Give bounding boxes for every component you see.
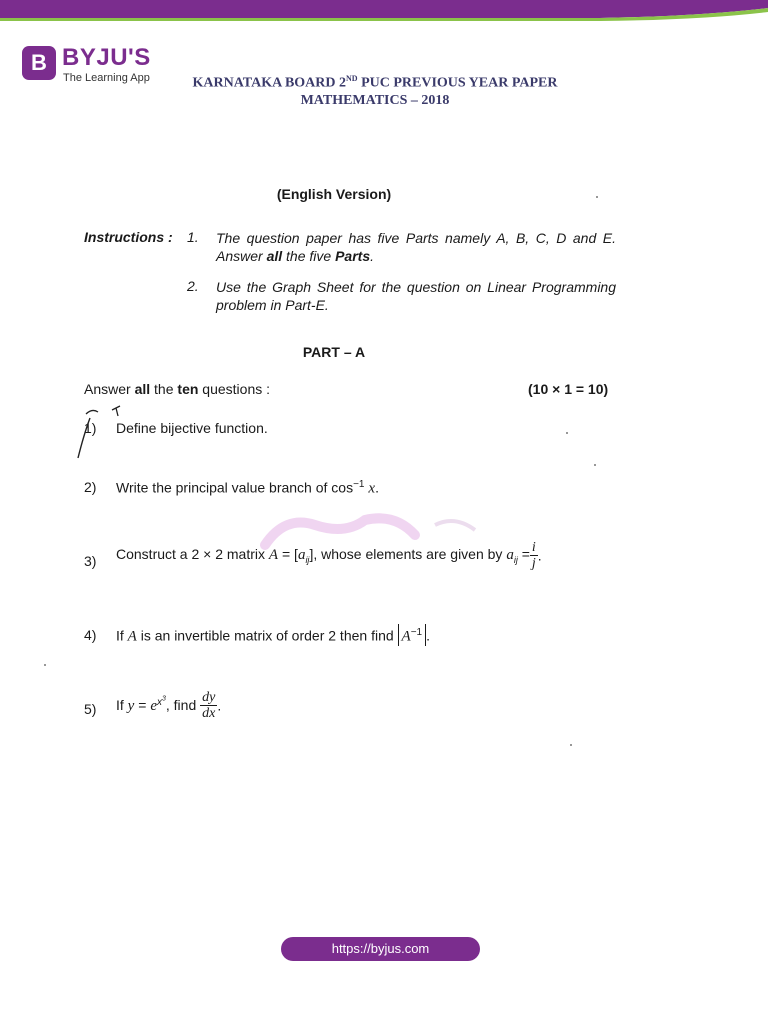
instructions-label: Instructions : (84, 229, 173, 245)
marks-allocation: (10 × 1 = 10) (528, 381, 609, 397)
logo-mark-icon: B (22, 46, 56, 80)
header-line-2: MATHEMATICS – 2018 (300, 92, 450, 108)
logo-name: BYJU'S (62, 44, 151, 71)
instruction-item-1: The question paper has five Parts namely A, B, C, D and E. Answer all the five Parts. (216, 230, 616, 264)
paper-header (170, 70, 580, 109)
instruction-number: 1. (187, 229, 199, 245)
question-number: 4) (84, 627, 97, 643)
answer-instruction: Answer all the ten questions : (84, 381, 271, 397)
question-5: If $y = e^{x^3}$, find $\frac{dy}{dx}$ . (116, 690, 222, 721)
footer-url-link[interactable]: https://byjus.com (281, 937, 480, 961)
question-3: Construct a 2 × 2 matrix $A = [a_{ij}]$, whose elements are given by $a_{ij}$ = $\frac{i}{j}$ . (116, 540, 542, 571)
instruction-item-2: Use the Graph Sheet for the question on Linear Programming problem in Part-E. (216, 279, 616, 313)
question-number: 3) (84, 553, 97, 569)
instruction-number: 2. (187, 278, 199, 294)
byjus-logo (22, 46, 162, 90)
question-number: 1) (84, 420, 97, 436)
determinant-bars: $A^{-1}$ (398, 624, 427, 646)
question-1: Define bijective function. (116, 420, 268, 436)
question-4: If A is an invertible matrix of order 2 then find $A^{-1}$ . (116, 624, 430, 646)
logo-tagline: The Learning App (63, 72, 150, 84)
question-number: 5) (84, 701, 97, 717)
scan-speck (594, 464, 596, 466)
scan-speck (566, 432, 568, 434)
question-2: Write the principal value branch of $\cos^{-1} x$. (116, 479, 379, 497)
question-number: 2) (84, 479, 97, 495)
header-line-1: KARNATAKA BOARD 2ND PUC PREVIOUS YEAR PAPER (192, 74, 558, 91)
scan-speck (570, 744, 572, 746)
fraction-dy-dx: $\frac{dy}{dx}$ (202, 690, 216, 721)
part-title: PART – A (302, 344, 366, 360)
scan-speck (596, 196, 598, 198)
fraction-i-over-j: $\frac{i}{j}$ (531, 540, 536, 571)
version-label: (English Version) (276, 186, 392, 202)
handwritten-pen-mark (72, 404, 132, 464)
top-decorative-band (0, 0, 768, 22)
scan-speck (44, 664, 46, 666)
